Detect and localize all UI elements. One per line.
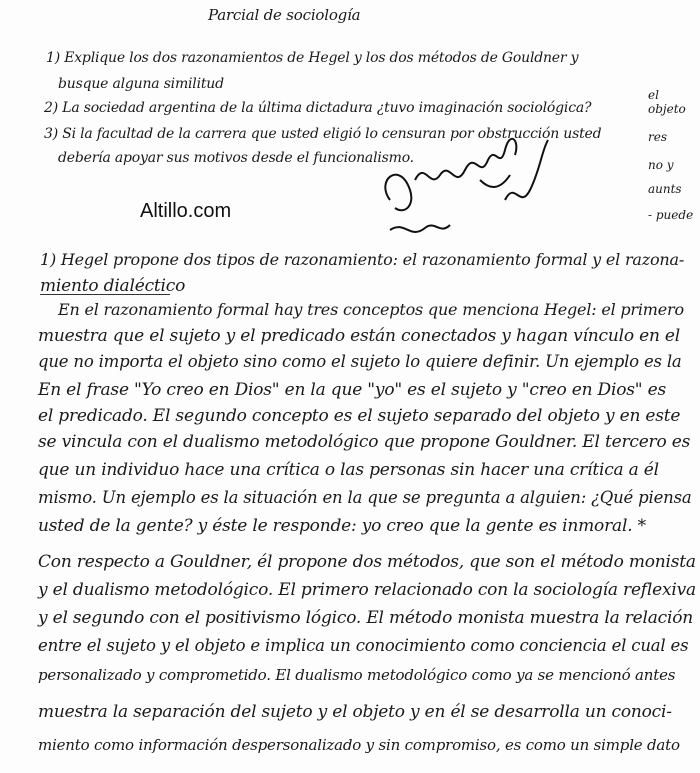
question-2: 2) La sociedad argentina de la última dictadura ¿tuvo imaginación sociológica? [44, 100, 592, 116]
answer-line: En el razonamiento formal hay tres conceptos que menciona Hegel: el primero [58, 300, 684, 319]
answer-line: miento como información despersonalizado y sin compromiso, es como un simple dato [38, 736, 680, 754]
watermark: Altillo.com [140, 200, 232, 222]
answer-line: 1) Hegel propone dos tipos de razonamiento: el razonamiento formal y el razona- [40, 250, 685, 269]
margin-note: el objeto [648, 88, 686, 116]
answer-line: muestra la separación del sujeto y el objeto y en él se desarrolla un conoci- [38, 702, 672, 722]
answer-line: muestra que el sujeto y el predicado están conectados y hagan vínculo en el [38, 326, 681, 346]
handwritten-signature [370, 120, 570, 250]
question-1: 1) Explique los dos razonamientos de Hegel y los dos métodos de Gouldner y [46, 50, 579, 66]
question-3: 3) Si la facultad de la carrera que usted eligió lo censuran por obstrucción usted [44, 126, 602, 142]
answer-line: el predicado. El segundo concepto es el sujeto separado del objeto y en este [38, 406, 681, 426]
answer-line: usted de la gente? y éste le responde: yo creo que la gente es inmoral. * [38, 516, 646, 536]
margin-note: - puede [648, 208, 694, 222]
answer-line: que no importa el objeto sino como el sujeto lo quiere definir. Un ejemplo es la [38, 352, 682, 371]
answer-line: y el segundo con el positivismo lógico. El método monista muestra la relación [38, 608, 694, 628]
question-1-continuation: busque alguna similitud [58, 76, 224, 92]
answer-line: se vincula con el dualismo metodológico que propone Gouldner. El tercero es [38, 432, 691, 452]
margin-note: aunts [648, 182, 682, 196]
answer-line: personalizado y comprometido. El dualismo metodológico como ya se mencionó antes [38, 666, 676, 684]
page-title: Parcial de sociología [208, 6, 361, 24]
answer-line: Con respecto a Gouldner, él propone dos métodos, que son el método monista [38, 552, 696, 572]
answer-line: y el dualismo metodológico. El primero relacionado con la sociología reflexiva [38, 580, 696, 600]
answer-line: miento dialéctico [40, 276, 186, 296]
answer-line: mismo. Un ejemplo es la situación en la que se pregunta a alguien: ¿Qué piensa [38, 488, 692, 507]
question-3-continuation: debería apoyar sus motivos desde el funcionalismo. [58, 150, 414, 166]
margin-note: no y [648, 158, 674, 172]
answer-line: que un individuo hace una crítica o las personas sin hacer una crítica a él [38, 460, 659, 480]
margin-note: res [648, 130, 667, 144]
answer-line: entre el sujeto y el objeto e implica un conocimiento como conciencia el cual es [38, 636, 689, 655]
underline [40, 294, 170, 295]
answer-line: En el frase "Yo creo en Dios" en la que "yo" es el sujeto y "creo en Dios" es [38, 380, 666, 400]
